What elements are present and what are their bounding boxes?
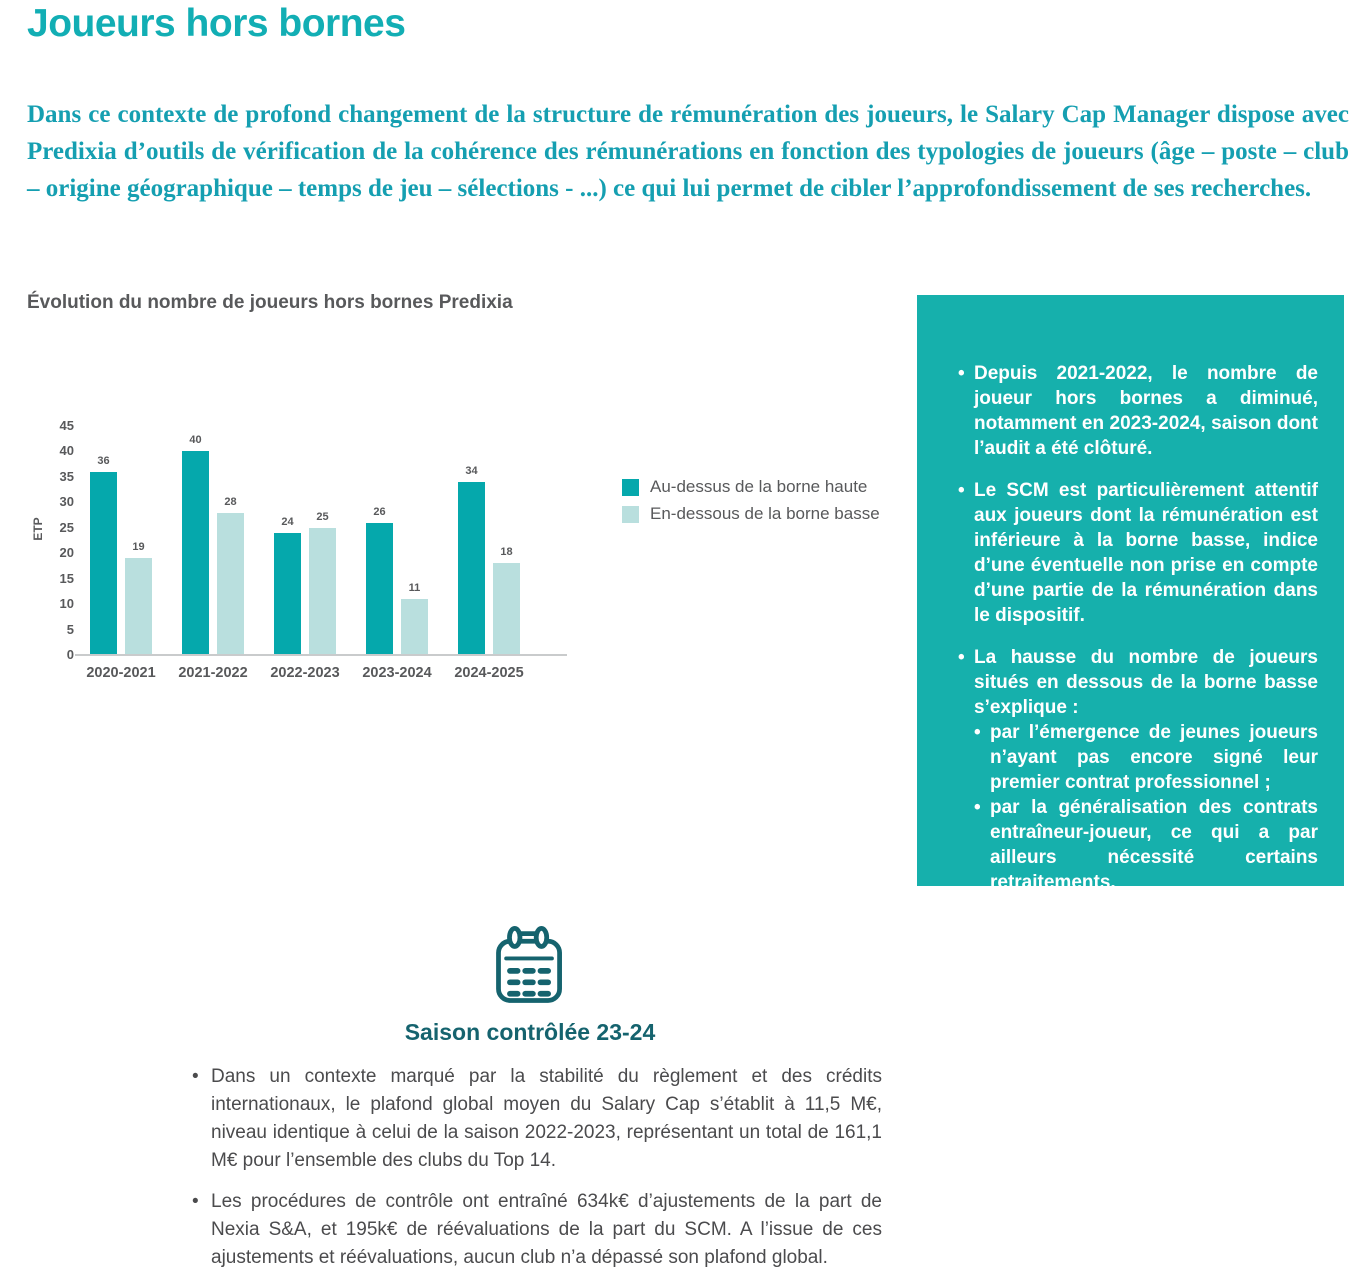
list-item <box>958 361 1318 461</box>
x-category-label: 2024-2025 <box>454 665 524 681</box>
y-tick-label: 25 <box>59 519 74 535</box>
bar-value-label: 36 <box>97 455 110 467</box>
bullet-text: Les procédures de contrôle ont entraîné 634k€ d’ajustements de la part de Nexia S&A, et 195k€ de réévaluations de la part du SCM. A l’issue de ces ajustements et réévaluations, aucun club n’a dépassé son plafond global. <box>211 1191 882 1268</box>
legend-swatch-above-icon <box>622 479 639 496</box>
highlight-box <box>917 295 1344 893</box>
x-category-label: 2022-2023 <box>270 665 340 681</box>
bar-value-label: 34 <box>465 465 478 477</box>
bar <box>274 533 301 655</box>
list-item <box>190 1188 882 1272</box>
bar-group <box>75 420 167 681</box>
list-item <box>958 478 1318 628</box>
bullet-text: Depuis 2021-2022, le nombre de joueur hors bornes a diminué, notamment en 2023-2024, saison dont l’audit a été clôturé. <box>974 363 1318 459</box>
bar-value-label: 11 <box>408 582 421 594</box>
bar <box>309 528 336 655</box>
bar <box>401 599 428 655</box>
list-item <box>974 720 1318 795</box>
bullet-text: par la généralisation des contrats entraîneur-joueur, ce qui a par ailleurs nécessité certains retraitements. <box>990 797 1318 893</box>
bar-below-borne-basse <box>125 541 152 655</box>
page-title: Joueurs hors bornes <box>27 2 406 45</box>
bar-value-label: 18 <box>500 546 513 558</box>
bar-value-label: 24 <box>281 516 294 528</box>
bar <box>366 523 393 655</box>
legend-label: Au-dessus de la borne haute <box>650 477 868 496</box>
bar-group <box>443 420 535 681</box>
bar-above-borne-haute <box>458 465 485 655</box>
bar <box>125 558 152 655</box>
bar-above-borne-haute <box>366 506 393 655</box>
x-category-label: 2020-2021 <box>86 665 156 681</box>
legend-swatch-below-icon <box>622 506 639 523</box>
bar <box>493 563 520 655</box>
bullet-text: par l’émergence de jeunes joueurs n’ayant pas encore signé leur premier contrat professionnel ; <box>990 722 1318 793</box>
bar-above-borne-haute <box>274 516 301 655</box>
y-axis-label: ETP <box>31 517 45 541</box>
x-category-label: 2021-2022 <box>178 665 248 681</box>
bar-value-label: 19 <box>132 541 145 553</box>
bar-value-label: 25 <box>316 511 329 523</box>
bar <box>90 472 117 655</box>
bar-group <box>167 420 259 681</box>
bar-below-borne-basse <box>309 511 336 655</box>
chart-title: Évolution du nombre de joueurs hors bornes Predixia <box>27 292 513 313</box>
bar-group <box>259 420 351 681</box>
y-tick-label: 30 <box>59 494 74 510</box>
intro-paragraph: Dans ce contexte de profond changement de la structure de rémunération des joueurs, le Salary Cap Manager dispose avec Predixia d’outils de vérification de la cohérence des rémunérations en fonction des typologies de joueurs (âge – poste – club – origine géographique – temps de jeu – sélections - ...) ce qui lui permet de cibler l’approfondissement de ses recherches. <box>27 101 1349 202</box>
y-tick-label: 5 <box>66 621 74 637</box>
bar-value-label: 28 <box>224 496 237 508</box>
season-heading: Saison contrôlée 23-24 <box>404 1019 656 1045</box>
legend-label: En-dessous de la borne basse <box>650 504 880 523</box>
chart-legend <box>622 477 880 524</box>
season-section <box>160 925 900 1285</box>
y-tick-label: 15 <box>59 570 74 586</box>
y-tick-label: 20 <box>59 545 74 561</box>
y-tick-label: 45 <box>59 418 74 433</box>
y-tick-label: 10 <box>59 596 74 612</box>
bar <box>217 513 244 655</box>
y-tick-label: 35 <box>59 468 74 484</box>
bullet-text: La hausse du nombre de joueurs situés en dessous de la borne basse s’explique : <box>974 647 1318 718</box>
list-item <box>190 1063 882 1175</box>
bar <box>458 482 485 655</box>
bar <box>182 451 209 655</box>
highlight-sub-bullet-list <box>974 720 1318 895</box>
season-bullet-list <box>190 1063 882 1272</box>
highlight-bullet-list <box>958 361 1318 895</box>
legend-item-above <box>622 477 880 497</box>
x-category-label: 2023-2024 <box>362 665 432 681</box>
bullet-text: Dans un contexte marqué par la stabilité du règlement et des crédits internationaux, le plafond global moyen du Salary Cap s’établit à 11,5 M€, niveau identique à celui de la saison 2022-2023, représentant un total de 161,1 M€ pour l’ensemble des clubs du Top 14. <box>211 1066 882 1171</box>
bar-below-borne-basse <box>401 582 428 655</box>
list-item <box>974 795 1318 895</box>
bullet-text: Le SCM est particulièrement attentif aux joueurs dont la rémunération est inférieure à la borne basse, indice d’une éventuelle non prise en compte d’une partie de la rémunération dans le dispositif. <box>974 480 1318 626</box>
y-tick-label: 0 <box>66 647 74 662</box>
bar-value-label: 26 <box>373 506 386 518</box>
y-tick-label: 40 <box>59 443 74 459</box>
bar-above-borne-haute <box>182 434 209 655</box>
x-axis-line <box>75 654 567 656</box>
bar-group <box>351 420 443 681</box>
bar-below-borne-basse <box>493 546 520 655</box>
legend-item-below <box>622 504 880 524</box>
calendar-icon <box>488 925 572 1011</box>
bar-value-label: 40 <box>189 434 202 446</box>
bar-above-borne-haute <box>90 455 117 655</box>
bar-below-borne-basse <box>217 496 244 655</box>
list-item <box>958 645 1318 895</box>
bar-chart-plot <box>75 420 535 681</box>
